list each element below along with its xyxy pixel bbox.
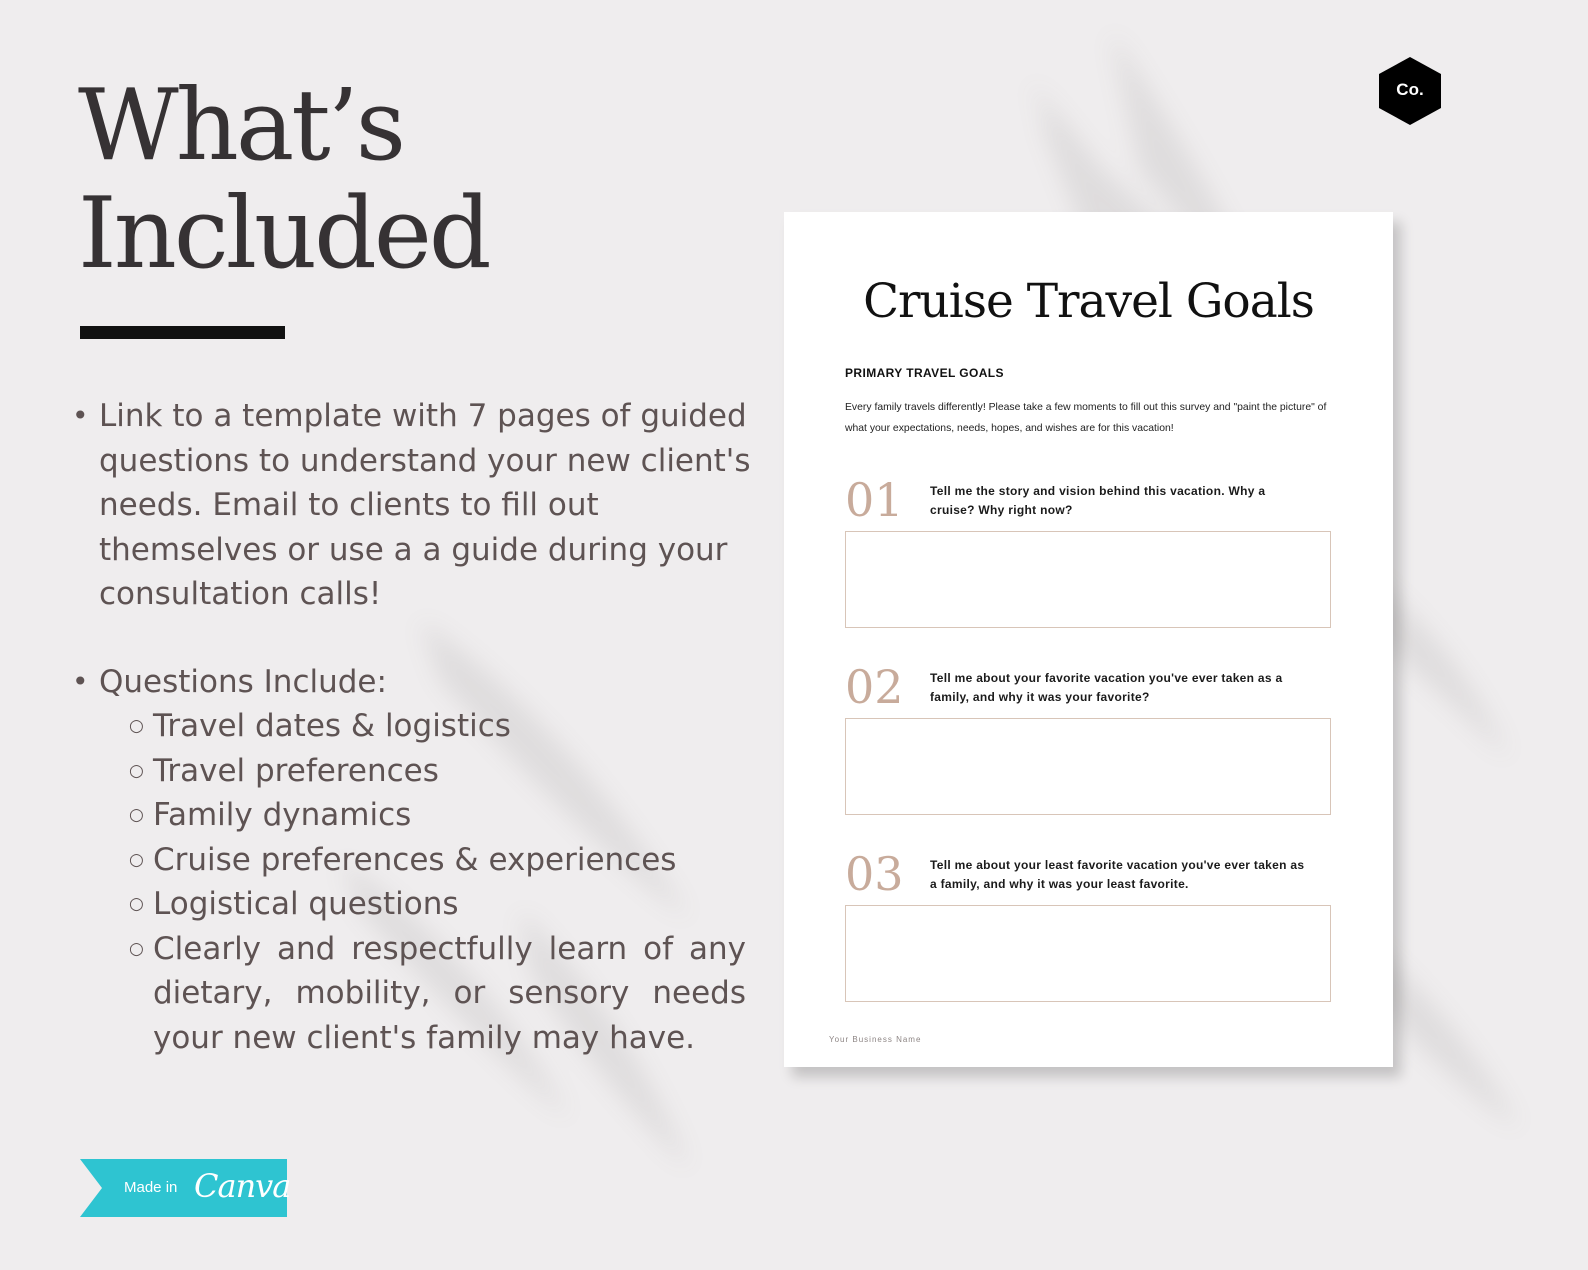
question-topic-item: ○ Clearly and respectfully learn of any dietary, mobility, or sensory needs your new client's family may have. [99,927,746,1061]
feature-item-questions [72,660,762,1061]
canva-wordmark: Canva [194,1167,291,1205]
document-intro: Every family travels differently! Please take a few moments to fill out this survey and "paint the picture" of what your expectations, needs, hopes, and wishes are for this vacation! [845,402,1327,434]
question-topic-item: ○ Travel dates & logistics [99,704,762,749]
question-number: 03 [845,847,904,901]
headline-line-2: Included [78,177,489,291]
headline-underline [80,326,285,339]
question-topic-list [99,704,762,1060]
question-topic-item: ○ Family dynamics [99,793,762,838]
question-topic-item: ○ Logistical questions [99,882,762,927]
question-text: Tell me about your least favorite vacation you've ever taken as a family, and why it was your least favorite. [930,858,1305,891]
question-topic-item: ○ Cruise preferences & experiences [99,838,762,883]
document-title: Cruise Travel Goals [863,274,1314,329]
document-footer: Your Business Name [829,1035,922,1044]
feature-item-template [72,394,762,617]
feature-item-template-text: Link to a template with 7 pages of guided questions to understand your new client's needs. Email to clients to fill out themselves or use a a guide during your consultation calls! [99,398,751,612]
page-headline [78,69,489,291]
feature-item-questions-label: Questions Include: [99,663,387,700]
feature-list [72,394,762,1060]
document-section-heading: PRIMARY TRAVEL GOALS [845,366,1004,380]
headline-line-1: What’s [78,69,404,183]
question-text: Tell me about your favorite vacation you've ever taken as a family, and why it was your favorite? [930,671,1283,704]
made-in-canva-badge [80,1159,291,1217]
question-number: 01 [845,473,904,527]
answer-box[interactable] [845,718,1331,815]
made-in-label: Made in [124,1179,178,1196]
answer-box[interactable] [845,905,1331,1002]
question-number: 02 [845,660,904,714]
answer-box[interactable] [845,531,1331,628]
question-text: Tell me the story and vision behind this vacation. Why a cruise? Why right now? [930,484,1266,517]
question-topic-item: ○ Travel preferences [99,749,762,794]
brand-logo [1378,56,1442,126]
brand-logo-text: Co. [1396,80,1424,99]
document-preview [784,212,1393,1067]
